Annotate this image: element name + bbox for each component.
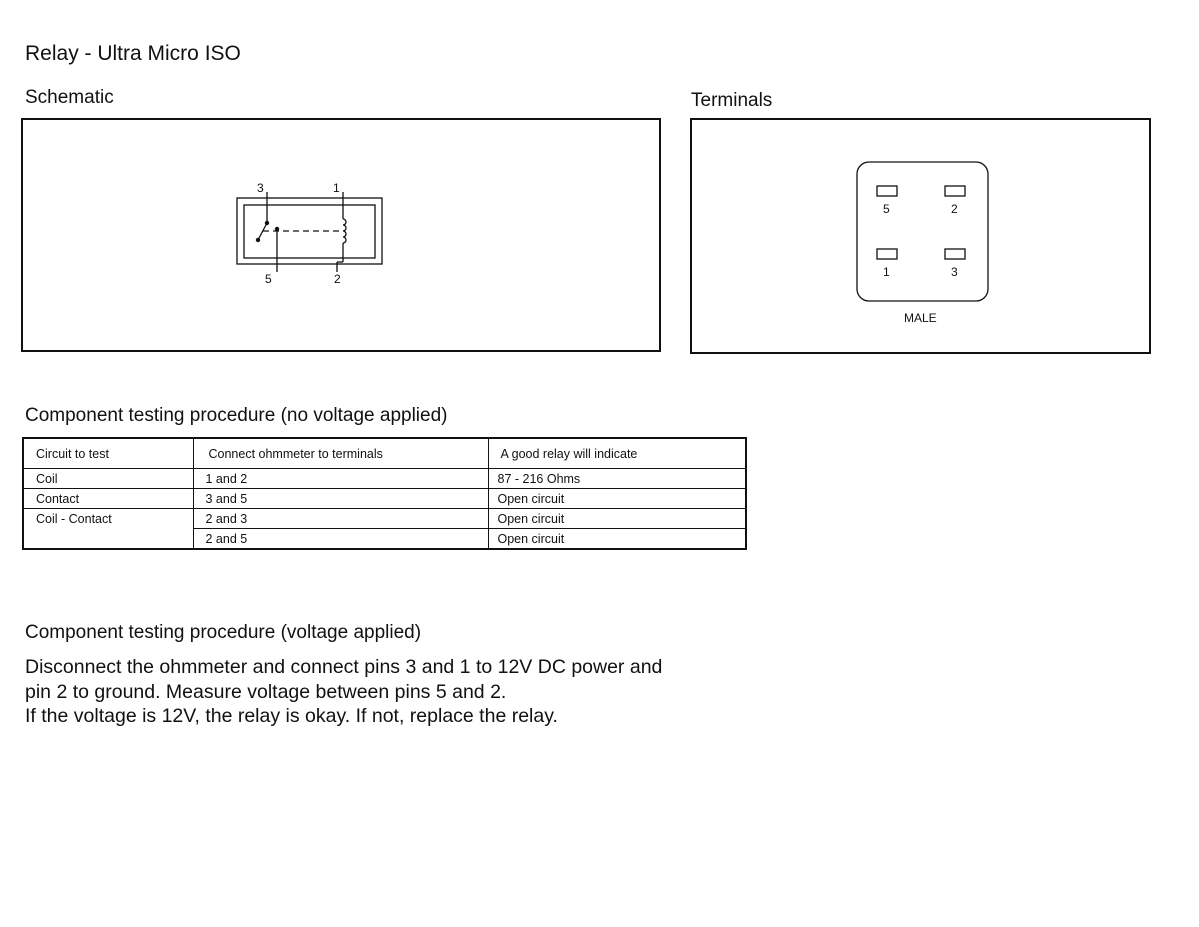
pin3-label: 3 xyxy=(257,181,264,195)
terminals-panel xyxy=(690,118,1151,354)
table-header-row xyxy=(23,438,746,469)
instruction-line: pin 2 to ground. Measure voltage between pins 5 and 2. xyxy=(25,680,507,703)
no-voltage-heading: Component testing procedure (no voltage applied) xyxy=(25,405,448,426)
table-row xyxy=(23,509,746,529)
table-row xyxy=(23,489,746,509)
relay-outer-body xyxy=(237,198,382,264)
instruction-line: Disconnect the ohmmeter and connect pins 3 and 1 to 12V DC power and xyxy=(25,656,663,678)
terminal-label-5: 5 xyxy=(883,202,890,216)
table-cell: 2 and 5 xyxy=(193,529,488,550)
schematic-heading: Schematic xyxy=(25,87,114,108)
schematic-panel xyxy=(21,118,661,352)
table-row xyxy=(23,469,746,489)
table-cell: Open circuit xyxy=(488,509,746,529)
connector-housing xyxy=(857,162,988,301)
table-cell: Contact xyxy=(23,489,193,509)
terminal-slot-2 xyxy=(945,186,965,196)
pin1-label: 1 xyxy=(333,181,340,195)
table-cell: 87 - 216 Ohms xyxy=(488,469,746,489)
table-header-cell: A good relay will indicate xyxy=(488,438,746,469)
terminal-slot-3 xyxy=(945,249,965,259)
coil-icon xyxy=(343,219,346,243)
pin2-label: 2 xyxy=(334,272,341,286)
relay-schematic-diagram xyxy=(23,120,659,350)
table-cell: 2 and 3 xyxy=(193,509,488,529)
ohmmeter-test-table xyxy=(22,437,747,550)
table-cell: Open circuit xyxy=(488,489,746,509)
table-cell: Coil xyxy=(23,469,193,489)
table-row xyxy=(23,529,746,550)
terminal-layout-diagram xyxy=(692,120,1149,352)
page-title: Relay - Ultra Micro ISO xyxy=(25,42,241,65)
terminal-label-2: 2 xyxy=(951,202,958,216)
instruction-line: If the voltage is 12V, the relay is okay. If not, replace the relay. xyxy=(25,705,558,727)
terminal-label-1: 1 xyxy=(883,265,890,279)
table-cell: 1 and 2 xyxy=(193,469,488,489)
voltage-instructions xyxy=(25,655,662,729)
voltage-heading: Component testing procedure (voltage applied) xyxy=(25,622,422,643)
terminals-heading: Terminals xyxy=(691,90,773,111)
terminal-slot-5 xyxy=(877,186,897,196)
table-cell: Coil - Contact xyxy=(23,509,193,529)
table-cell xyxy=(23,529,193,550)
table-header-cell: Connect ohmmeter to terminals xyxy=(193,438,488,469)
table-cell: 3 and 5 xyxy=(193,489,488,509)
terminal-label-3: 3 xyxy=(951,265,958,279)
pin5-label: 5 xyxy=(265,272,272,286)
table-cell: Open circuit xyxy=(488,529,746,550)
table-header-cell: Circuit to test xyxy=(23,438,193,469)
terminal-slot-1 xyxy=(877,249,897,259)
connector-gender-label: MALE xyxy=(904,311,937,325)
switch-pivot xyxy=(256,238,260,242)
